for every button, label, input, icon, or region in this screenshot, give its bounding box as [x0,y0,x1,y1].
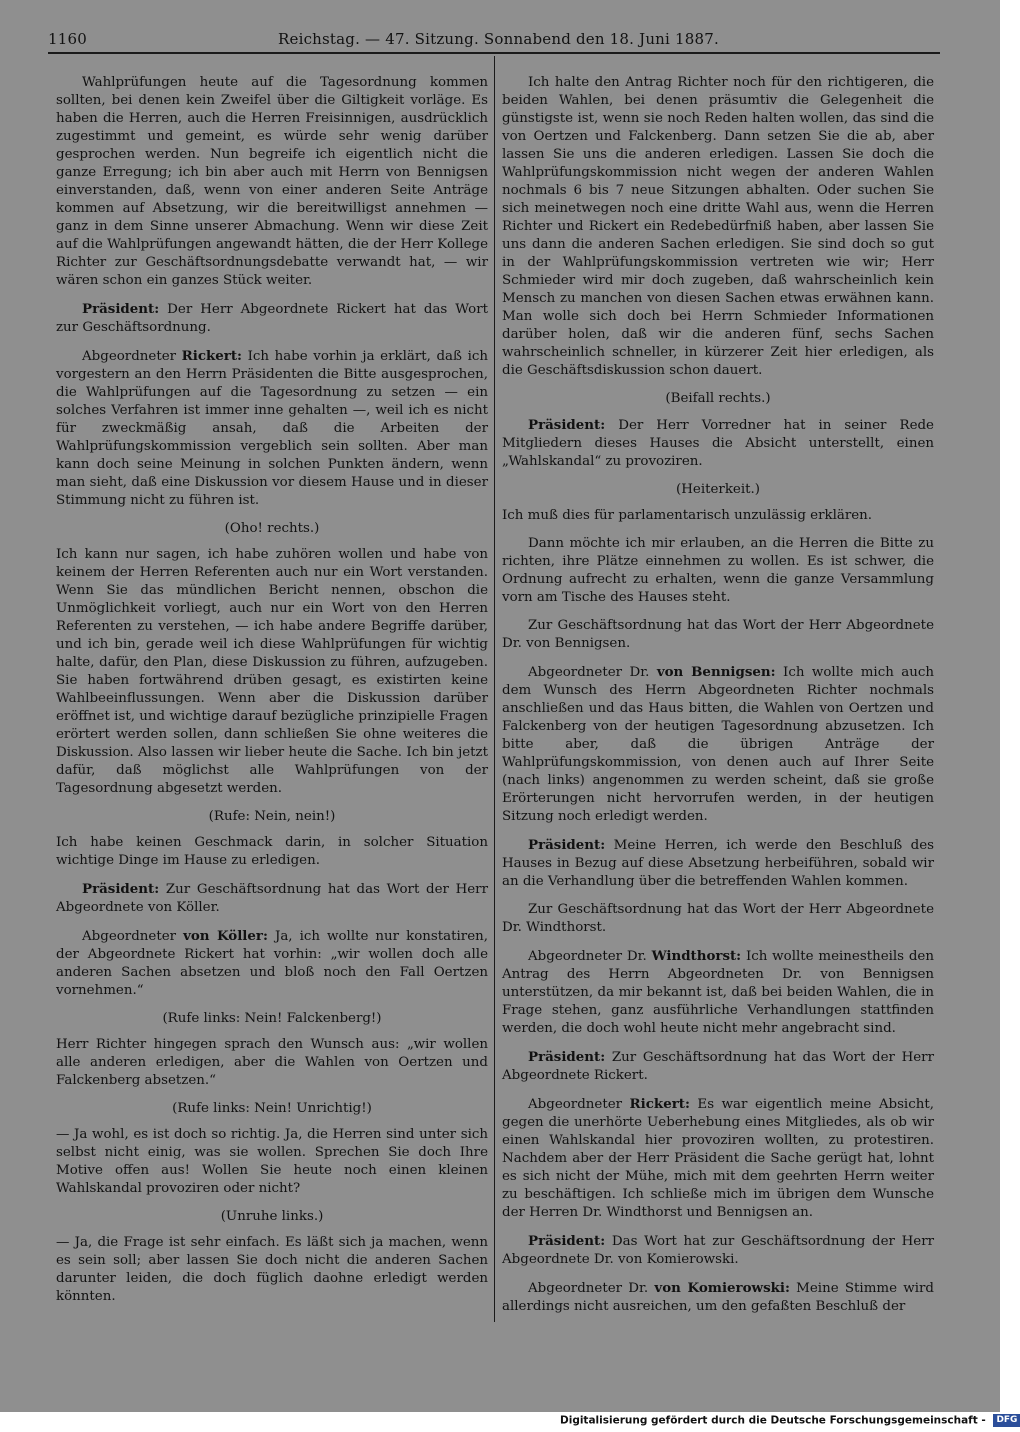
right-column [502,74,934,1326]
speech-text: Es war eigentlich meine Absicht, gegen die unerhörte Ueberhebung eines Mitgliedes, als ob wir einen Wahlskandal hier provoziren wollten, zu protestiren. Nachdem aber der Herr Präsident die Sache gerügt hat, lohnt es sich nicht der Mühe, mich mit dem geehrten Herrn weiter zu beschäftigen. Ich schließe mich im übrigen dem Wunsche der Herren Dr. Windthorst und Bennigsen an. [502,1097,934,1220]
interjection: (Rufe links: Nein! Unrichtig!) [172,1101,372,1116]
page-number: 1160 [48,30,87,48]
speaker-name: Präsident: [82,881,160,897]
interjection: (Beifall rechts.) [665,391,771,406]
body-paragraph: Ich halte den Antrag Richter noch für den richtigeren, die beiden Wahlen, bei denen präsumtiv die Gelegenheit die günstigste ist, wenn sie noch Reden halten wollen, das sind die von Oertzen und Falckenberg. Dann setzen Sie die ab, aber lassen Sie uns die anderen erledigen. Lassen Sie doch die Wahlprüfungskommission nicht wegen der anderen Wahlen nochmals 6 bis 7 neue Sitzungen abhalten. Oder suchen Sie sich meinetwegen noch eine dritte Wahl aus, wenn die Herren Richter und Rickert ein Redebedürfniß haben, aber lassen Sie uns dann die anderen Sachen erledigen. Sie sind doch so gut in der Wahlprüfungskommission vertreten wie wir; Herr Schmieder wird mir doch zugeben, daß wahrscheinlich kein Mensch zu manchen von diesen Sachen etwas erwähnen kann. Man wolle sich doch bei Herrn Schmieder Informationen darüber holen, daß wir die anderen fünf, sechs Sachen wahrscheinlich schneller, in kürzerer Zeit hier erledigen, als die Geschäftsdiskussion schon dauert. [502,75,934,378]
header-rule [48,52,940,54]
speaker-title: Abgeordneter Dr. [528,1281,655,1296]
speaker-name: Rickert: [181,348,242,364]
speaker-title: Abgeordneter Dr. [528,665,657,680]
speaker-name: Präsident: [528,417,606,433]
speech-text: Ich wollte mich auch dem Wunsch des Herrn Abgeordneten Richter nochmals anschließen und das Haus bitten, die Wahlen von Oertzen und Falckenberg von der heutigen Tagesordnung abzusetzen. Ich bitte aber, daß die übrigen Anträge der Wahlprüfungskommission, von denen auch auf Ihrer Seite (nach links) angenommen zu werden scheint, daß sie große Erörterungen nicht hervorrufen werden, in der heutigen Sitzung noch erledigt werden. [502,665,935,824]
speech-paragraph [56,927,488,1000]
body-paragraph: Ich habe keinen Geschmack darin, in solcher Situation wichtige Dinge im Hause zu erledigen. [56,835,488,868]
speech-paragraph [502,1048,934,1085]
speech-text: Zur Geschäftsordnung hat das Wort der Herr Abgeordnete Rickert. [502,1050,934,1083]
speaker-name: Windthorst: [651,948,742,964]
speech-text: Der Herr Abgeordnete Rickert hat das Wort zur Geschäftsordnung. [56,302,488,335]
interjection: (Unruhe links.) [220,1209,324,1224]
body-paragraph: Dann möchte ich mir erlauben, an die Herren die Bitte zu richten, ihre Plätze einnehmen zu wollen. Es ist schwer, die Ordnung aufrecht zu erhalten, wenn die ganze Versammlung vorn am Tische des Hauses steht. [502,536,934,605]
speech-text: Meine Stimme wird allerdings nicht ausreichen, um den gefaßten Beschluß der [502,1281,934,1314]
dfg-logo: DFG [993,1414,1020,1427]
interjection: (Rufe links: Nein! Falckenberg!) [162,1011,382,1026]
speech-paragraph [56,880,488,917]
body-paragraph: — Ja wohl, es ist doch so richtig. Ja, die Herren sind unter sich selbst nicht einig, was sie wollen. Sprechen Sie doch Ihre Motive offen aus! Wollen Sie heute noch einen kleinen Wahlskandal provoziren oder nicht? [56,1127,488,1196]
body-paragraph: Wahlprüfungen heute auf die Tagesordnung kommen sollten, bei denen kein Zweifel über die Giltigkeit vorläge. Es haben die Herren, auch die Herren Freisinnigen, ausdrücklich zugestimmt und gemeint, es würde sehr wenig darüber gesprochen werden. Nun begreife ich eigentlich nicht die ganze Erregung; ich bin aber auch mit Herrn von Bennigsen einverstanden, daß, wenn von einer anderen Seite Anträge kommen auf Absetzung, wir die bereitwilligst annehmen — ganz in dem Sinne unserer Abmachung. Wenn wir diese Zeit auf die Wahlprüfungen angewandt hätten, die der Herr Kollege Richter zur Geschäftsordnungsdebatte verwandt hat, — wir wären schon ein ganzes Stück weiter. [56,75,488,288]
speaker-name: Präsident: [82,301,160,317]
speech-text: Das Wort hat zur Geschäftsordnung der Herr Abgeordnete Dr. von Komierowski. [502,1234,934,1267]
speech-paragraph [502,663,934,826]
speech-paragraph [502,1095,934,1222]
speech-text: Der Herr Vorredner hat in seiner Rede Mitgliedern dieses Hauses die Absicht unterstellt, einen „Wahlskandal“ zu provoziren. [502,418,934,469]
speech-paragraph [56,300,488,337]
speaker-name: Präsident: [528,1049,606,1065]
speaker-name: von Komierowski: [654,1280,790,1296]
footer-text: Digitalisierung gefördert durch die Deutsche Forschungsgemeinschaft - [560,1414,986,1427]
speaker-name: von Bennigsen: [656,664,776,680]
speech-text: Zur Geschäftsordnung hat das Wort der Herr Abgeordnete von Köller. [56,882,488,915]
speaker-title: Abgeordneter [82,929,184,944]
body-paragraph: — Ja, die Frage ist sehr einfach. Es läßt sich ja machen, wenn es sein soll; aber lassen Sie doch nicht die anderen Sachen darunter leiden, die doch füglich daohne erledigt werden könnten. [56,1235,488,1304]
speaker-title: Abgeordneter [528,1097,630,1112]
speech-paragraph [502,1232,934,1269]
left-column [56,74,488,1316]
speech-paragraph [502,836,934,891]
interjection: (Rufe: Nein, nein!) [208,809,336,824]
speech-paragraph [502,416,934,471]
speaker-name: von Köller: [183,928,268,944]
body-paragraph: Ich kann nur sagen, ich habe zuhören wollen und habe von keinem der Herren Referenten auch nur ein Wort verstanden. Wenn Sie das mündlichen Bericht nennen, obschon die Unmöglichkeit vorliegt, auch nur ein Wort von den Herren Referenten zu verstehen, — ich habe andere Begriffe darüber, und ich bin, gerade weil ich diese Wahlprüfungen für wichtig halte, dafür, den Plan, diese Diskussion zu führen, aufzugeben. Sie haben fortwährend drüben gesagt, es existirten keine Wahlbeeinflussungen. Wenn aber die Diskussion darüber eröffnet ist, und wichtige darauf bezügliche prinzipielle Fragen erörtert werden sollen, dann schließen Sie ohne weiteres die Diskussion. Also lassen wir lieber heute die Sache. Ich bin jetzt dafür, daß möglichst alle Wahlprüfungen von der Tagesordnung abgesetzt werden. [56,547,488,796]
speech-paragraph [502,947,934,1038]
page-header [48,30,719,52]
funding-footer [560,1414,1018,1430]
speaker-name: Präsident: [528,837,606,853]
body-paragraph: Zur Geschäftsordnung hat das Wort der Herr Abgeordnete Dr. Windthorst. [502,902,934,935]
speech-text: Ja, ich wollte nur konstatiren, der Abgeordnete Rickert hat vorhin: „wir wollen doch alle anderen Sachen absetzen und bloß noch den Fall Oertzen vornehmen.“ [56,929,489,998]
speaker-name: Präsident: [528,1233,606,1249]
speaker-title: Abgeordneter Dr. [528,949,652,964]
body-paragraph: Ich muß dies für parlamentarisch unzulässig erklären. [502,508,873,523]
speech-paragraph [56,347,488,510]
column-divider [494,56,495,1322]
body-paragraph: Herr Richter hingegen sprach den Wunsch aus: „wir wollen alle anderen erledigen, aber die Wahlen von Oertzen und Falckenberg absetzen.“ [56,1037,488,1088]
running-title: Reichstag. — 47. Sitzung. Sonnabend den 18. Juni 1887. [278,30,719,48]
speaker-name: Rickert: [629,1096,690,1112]
body-paragraph: Zur Geschäftsordnung hat das Wort der Herr Abgeordnete Dr. von Bennigsen. [502,618,934,651]
speech-text: Ich wollte meinestheils den Antrag des Herrn Abgeordneten Dr. von Bennigsen unterstützen, da mir bekannt ist, daß bei beiden Wahlen, die in Frage stehen, ganz ausführliche Verhandlungen stattfinden werden, die doch wohl heute nicht mehr angebracht sind. [502,949,934,1036]
speech-paragraph [502,1279,934,1316]
speech-text: Meine Herren, ich werde den Beschluß des Hauses in Bezug auf diese Absetzung herbeiführen, sobald wir an die Verhandlung über die betreffenden Wahlen kommen. [502,838,934,889]
interjection: (Heiterkeit.) [676,482,760,497]
speaker-title: Abgeordneter [82,349,182,364]
speech-text: Ich habe vorhin ja erklärt, daß ich vorgestern an den Herrn Präsidenten die Bitte ausgesprochen, die Wahlprüfungen auf die Tagesordnung zu setzen — ein solches Verfahren ist immer inne gehalten —, weil ich es nicht für zweckmäßig ansah, daß die Arbeiten der Wahlprüfungskommission vergeblich sein sollten. Aber man kann doch seine Meinung in solchen Punkten ändern, wenn man sieht, daß eine Diskussion vor diesem Hause und in dieser Stimmung nicht zu führen ist. [56,349,488,508]
interjection: (Oho! rechts.) [224,521,320,536]
